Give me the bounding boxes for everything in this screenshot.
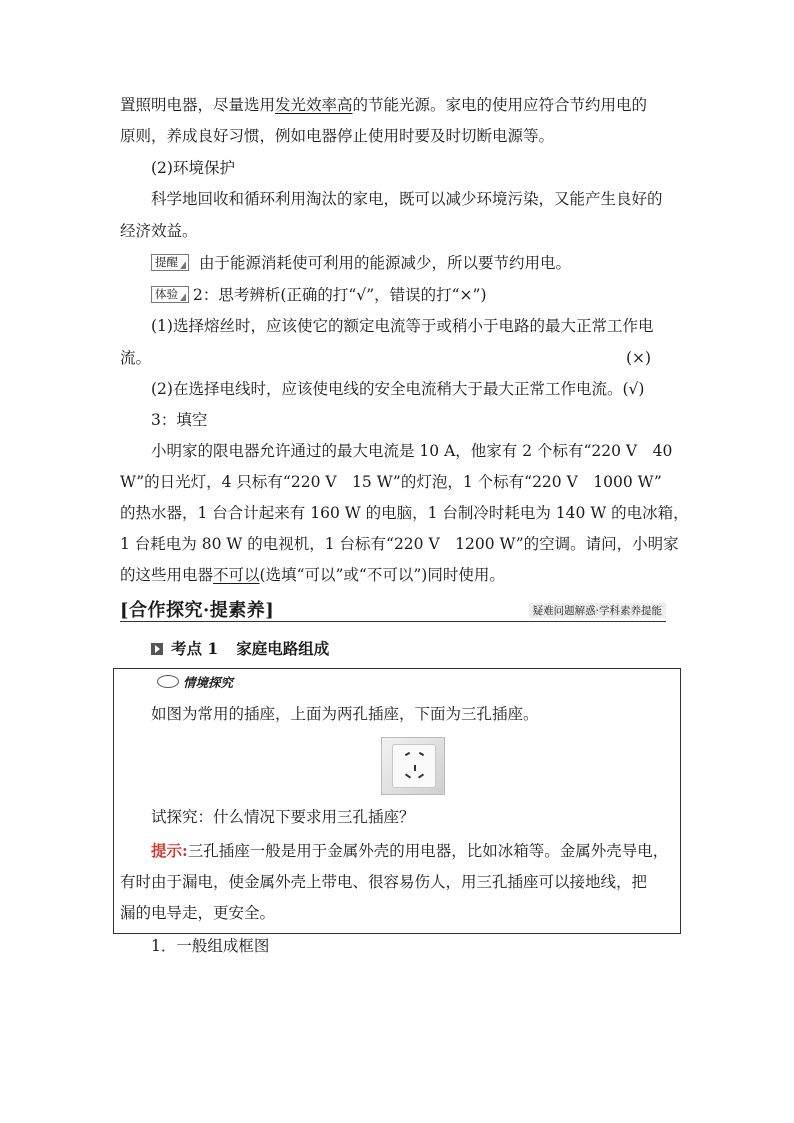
scene-intro: 如图为常用的插座，上面为两孔插座，下面为三孔插座。 bbox=[151, 705, 539, 723]
kaodian-heading bbox=[151, 638, 329, 660]
fill-line-3: 的热水器，1 台合计起来有 160 W 的电脑，1 台制冷时耗电为 140 W 的电冰箱， bbox=[120, 504, 689, 522]
scene-label-text: 情境探究 bbox=[183, 675, 234, 690]
section-subtitle: 疑难问题解惑·学科素养提能 bbox=[529, 603, 666, 618]
intro-line-1 bbox=[120, 94, 647, 116]
remind-tag: 提醒 bbox=[151, 254, 189, 271]
socket-pin bbox=[419, 752, 424, 756]
intro-underlined-answer: 发光效率高 bbox=[275, 96, 353, 114]
kaodian-title: 家庭电路组成 bbox=[236, 639, 330, 658]
exp-q2: (2)在选择电线时，应该使电线的安全电流稍大于最大正常工作电流。(√) bbox=[151, 380, 645, 398]
section-rule bbox=[120, 621, 666, 622]
play-arrow-icon bbox=[151, 643, 163, 655]
intro-text-b: 的节能光源。家电的使用应符合节约用电的 bbox=[352, 96, 648, 114]
hint-line-1 bbox=[151, 840, 668, 862]
intro-line-2: 原则，养成良好习惯，例如电器停止使用时要及时切断电源等。 bbox=[120, 127, 555, 145]
socket-pin bbox=[418, 773, 424, 778]
exp-q1-line-2: 流。 bbox=[120, 349, 152, 367]
remind-text: 由于能源消耗使可利用的能源减少，所以要节约用电。 bbox=[199, 254, 572, 272]
fill-line-4: 1 台耗电为 80 W 的电视机，1 台标有“220 V 1200 W”的空调。请问，小明家 bbox=[120, 535, 679, 553]
exp-tag: 体验 bbox=[151, 286, 189, 303]
fill-text-b: (选填“可以”或“不可以”)同时使用。 bbox=[259, 566, 505, 584]
exp-line bbox=[151, 284, 487, 306]
fill-line-5 bbox=[120, 564, 505, 586]
scene-question: 试探究：什么情况下要求用三孔插座？ bbox=[151, 808, 415, 826]
fill-text-a: 的这些用电器 bbox=[120, 566, 214, 584]
fill-title: 3：填空 bbox=[151, 411, 208, 429]
hint-line-3: 漏的电导走，更安全。 bbox=[120, 904, 276, 922]
intro-text-a: 置照明电器，尽量选用 bbox=[120, 96, 276, 114]
fill-line-2: W”的日光灯，4 只标有“220 V 15 W”的灯泡，1 个标有“220 V 1000 W” bbox=[120, 473, 662, 491]
env-heading: (2)环境保护 bbox=[151, 159, 235, 177]
hint-line-2: 有时由于漏电，使金属外壳上带电、很容易伤人，用三孔插座可以接地线，把 bbox=[120, 873, 648, 891]
scene-icon bbox=[157, 675, 179, 688]
socket-image bbox=[381, 737, 445, 795]
socket-pin bbox=[414, 765, 416, 771]
socket-face bbox=[392, 744, 436, 788]
kaodian-label: 考点 1 bbox=[171, 639, 219, 658]
fill-underlined-answer: 不可以 bbox=[213, 566, 260, 584]
hint-label: 提示: bbox=[151, 841, 188, 860]
exp-q1-line-1: (1)选择熔丝时，应该使它的额定电流等于或稍小于电路的最大正常工作电 bbox=[151, 317, 654, 335]
hint-text-1: 三孔插座一般是用于金属外壳的用电器，比如冰箱等。金属外壳导电， bbox=[187, 842, 669, 860]
fill-line-1: 小明家的限电器允许通过的最大电流是 10 A，他家有 2 个标有“220 V 40 bbox=[151, 442, 673, 460]
env-line-2: 经济效益。 bbox=[120, 222, 198, 240]
remind-line bbox=[151, 252, 571, 274]
exp-q1-mark: (×) bbox=[626, 349, 652, 367]
section-header bbox=[120, 594, 666, 622]
env-line-1: 科学地回收和循环利用淘汰的家电，既可以减少环境污染，又能产生良好的 bbox=[151, 190, 663, 208]
socket-pin bbox=[405, 773, 411, 778]
scene-label bbox=[157, 673, 233, 691]
next-heading: 1．一般组成框图 bbox=[151, 937, 270, 955]
exp-title: 2：思考辨析(正确的打“√”，错误的打“×”) bbox=[193, 286, 487, 304]
socket-pin bbox=[405, 752, 410, 756]
section-title: [合作探究·提素养] bbox=[120, 600, 275, 621]
